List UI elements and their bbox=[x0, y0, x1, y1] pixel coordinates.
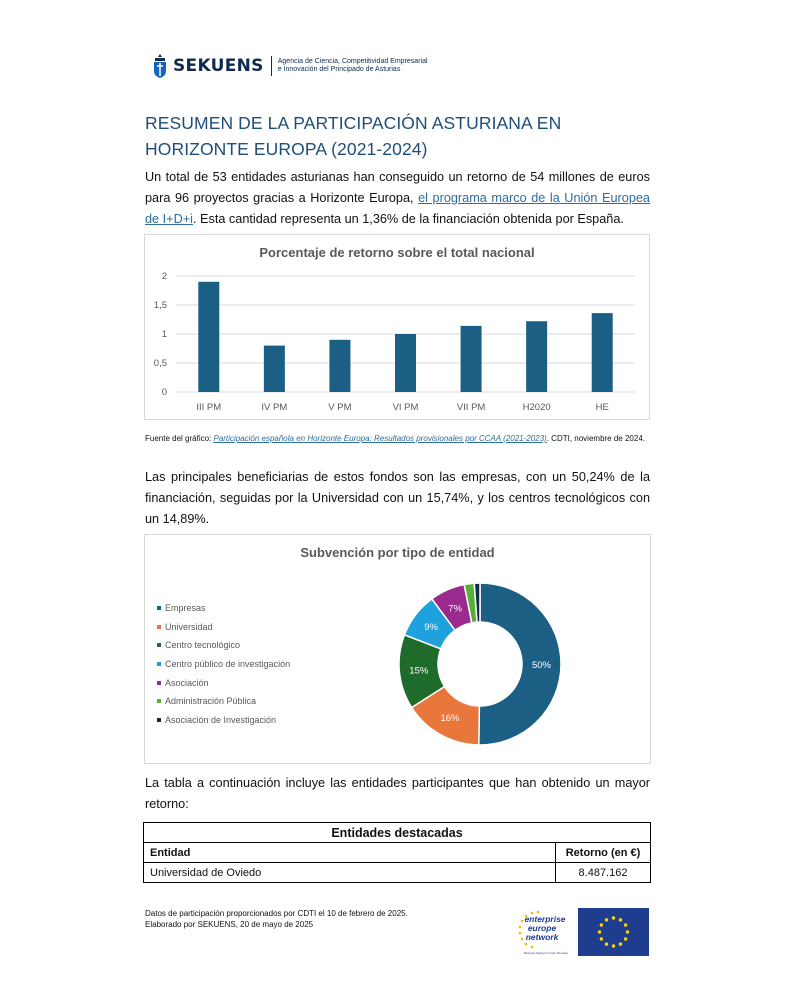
x-tick-label: VII PM bbox=[456, 402, 486, 413]
legend-label: Centro público de investigación bbox=[165, 659, 291, 670]
x-tick-label: HE bbox=[595, 402, 609, 413]
eu-star bbox=[612, 944, 615, 947]
intro-paragraph: Un total de 53 entidades asturianas han conseguido un retorno de 54 millones de euros para 96 proyectos gracias a Horizonte Europa, el programa marco de la Unión Europea de I+D+i. Esta cantidad representa un 1,36% de la financiación obtenida por España. bbox=[145, 170, 650, 226]
source-link[interactable]: Participación española en Horizonte Europa: Resultados provisionales por CCAA (2021-2023) bbox=[213, 434, 547, 443]
eu-star bbox=[619, 942, 622, 945]
bar bbox=[329, 340, 350, 392]
eu-star bbox=[598, 930, 601, 933]
legend-label: Universidad bbox=[165, 621, 213, 632]
slice-data-label: 7% bbox=[448, 603, 462, 615]
y-tick-label: 1 bbox=[161, 329, 167, 340]
legend-label: Centro tecnológico bbox=[165, 640, 241, 651]
eu-star bbox=[619, 918, 622, 921]
footnote: Datos de participación proporcionados por CDTI el 10 de febrero de 2025. Elaborado por SEKUENS, 20 de mayo de 2025 bbox=[145, 909, 408, 929]
chart-source: Fuente del gráfico: Participación española en Horizonte Europa: Resultados provisionales por CCAA (2021-2023). CDTI, noviembre de 2024. bbox=[145, 434, 645, 443]
eu-star bbox=[626, 930, 629, 933]
x-tick-label: H2020 bbox=[522, 402, 551, 413]
slice-data-label: 15% bbox=[409, 665, 429, 677]
bar bbox=[264, 346, 285, 392]
svg-text:network: network bbox=[525, 932, 559, 942]
table-title: Entidades destacadas bbox=[144, 823, 651, 843]
brand-name: SEKUENS bbox=[173, 56, 264, 76]
legend-label: Asociación de Investigación bbox=[165, 714, 277, 725]
donut-chart bbox=[145, 535, 650, 763]
column-header-return: Retorno (en €) bbox=[556, 843, 651, 863]
page-title: RESUMEN DE LA PARTICIPACIÓN ASTURIANA EN HORIZONTE EUROPA (2021-2024) bbox=[145, 113, 562, 159]
svg-text:Business Support on Your Doors: Business Support on Your Doorstep bbox=[523, 951, 569, 955]
slice-data-label: 50% bbox=[531, 659, 552, 671]
logo-divider bbox=[271, 56, 272, 76]
bar bbox=[395, 334, 416, 392]
x-tick-label: III PM bbox=[196, 402, 222, 413]
eu-star bbox=[624, 923, 627, 926]
eu-star bbox=[600, 937, 603, 940]
table-intro: La tabla a continuación incluye las entidades participantes que han obtenido un mayor retorno: bbox=[145, 776, 650, 811]
entities-table bbox=[143, 822, 651, 883]
entity-cell: Universidad de Oviedo bbox=[144, 863, 556, 883]
return-cell: 8.487.162 bbox=[556, 863, 651, 883]
beneficiaries-paragraph: Las principales beneficiarias de estos fondos son las empresas, con un 50,24% de la financiación, seguidas por la Universidad con un 15,74%, y los centros tecnológicos con un 14,89%. bbox=[145, 470, 650, 526]
eu-star bbox=[605, 942, 608, 945]
brand-subtitle: Agencia de Ciencia, Competitividad Empresarial e Innovación del Principado de Asturias bbox=[277, 58, 428, 73]
donut-chart-box bbox=[144, 534, 651, 764]
bar bbox=[592, 313, 613, 392]
eu-flag-icon bbox=[578, 908, 649, 956]
y-tick-label: 0 bbox=[161, 387, 167, 398]
y-tick-label: 0,5 bbox=[153, 358, 167, 369]
eu-star bbox=[605, 918, 608, 921]
y-tick-label: 2 bbox=[161, 271, 167, 282]
svg-text:enterprise: enterprise bbox=[524, 914, 566, 924]
donut-chart-title: Subvención por tipo de entidad bbox=[300, 545, 495, 560]
asturias-crest-icon bbox=[152, 54, 168, 78]
eu-star bbox=[612, 916, 615, 919]
enterprise-europe-network-logo bbox=[516, 907, 576, 957]
bar-chart-box bbox=[144, 234, 650, 420]
framework-program-link[interactable]: el programa marco de la Unión Europea de I+D+i bbox=[145, 191, 650, 226]
eu-star bbox=[624, 937, 627, 940]
bar-chart-title: Porcentaje de retorno sobre el total nacional bbox=[259, 245, 535, 260]
bar bbox=[526, 321, 547, 392]
x-tick-label: IV PM bbox=[261, 402, 288, 413]
legend-label: Administración Pública bbox=[165, 696, 257, 707]
legend-label: Asociación bbox=[165, 677, 209, 688]
table-row bbox=[144, 863, 651, 883]
slice-data-label: 9% bbox=[424, 622, 438, 634]
svg-text:europe: europe bbox=[527, 923, 557, 933]
bar-chart bbox=[145, 235, 649, 419]
slice-data-label: 16% bbox=[440, 713, 460, 725]
bar bbox=[198, 282, 219, 392]
sekuens-logo bbox=[152, 52, 448, 80]
x-tick-label: V PM bbox=[328, 402, 352, 413]
eu-star bbox=[600, 923, 603, 926]
x-tick-label: VI PM bbox=[392, 402, 419, 413]
column-header-entity: Entidad bbox=[144, 843, 556, 863]
legend-label: Empresas bbox=[165, 603, 206, 614]
y-tick-label: 1,5 bbox=[153, 300, 167, 311]
bar bbox=[461, 326, 482, 392]
